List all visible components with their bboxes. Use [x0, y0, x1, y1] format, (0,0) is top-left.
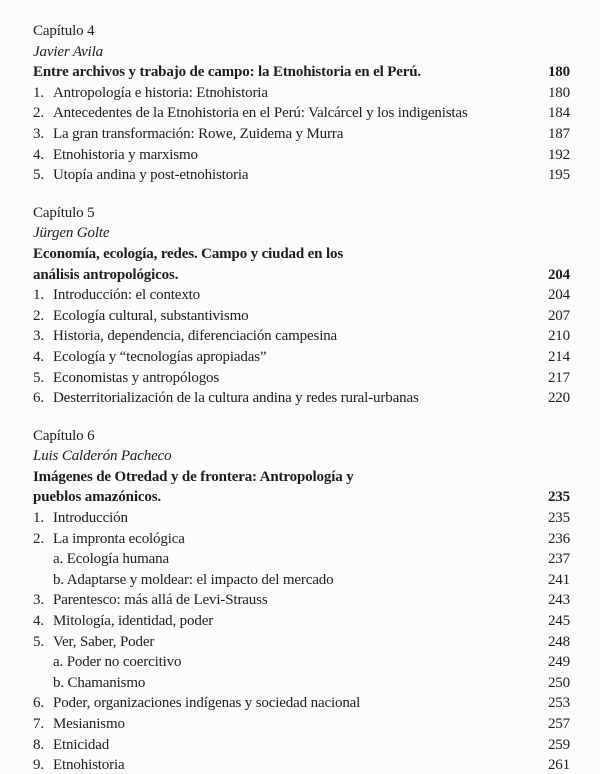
toc-entry-number: 1.	[33, 510, 44, 527]
toc-entry-page-number: 210	[547, 328, 570, 345]
toc-entry-page-number: 180	[547, 84, 570, 101]
toc-entry-page-number: 235	[547, 510, 570, 527]
toc-entry-page-number: 259	[547, 736, 570, 753]
chapter-title-line	[33, 244, 570, 265]
toc-entry-number: 2.	[33, 530, 44, 547]
toc-subentry-page-number: 237	[547, 551, 570, 568]
toc-subentry-page-number: 241	[547, 571, 570, 588]
toc-entry	[33, 714, 570, 735]
toc-entry-page-number: 184	[547, 105, 570, 122]
toc-entry-text: Desterritorialización de la cultura andina y redes rural-urbanas	[53, 390, 419, 407]
chapter-title-line	[33, 487, 570, 508]
toc-entry-page-number: 192	[547, 146, 570, 163]
chapter-title-page-number: 235	[547, 489, 570, 506]
toc-entry-page-number: 195	[547, 167, 570, 184]
toc-entry-number: 3.	[33, 125, 44, 142]
toc-entry-text: Antecedentes de la Etnohistoria en el Perú: Valcárcel y los indigenistas	[53, 105, 468, 122]
toc-entry-number: 8.	[33, 736, 44, 753]
toc-entry-number: 5.	[33, 633, 44, 650]
toc-entry	[33, 508, 570, 529]
chapter-title-text: pueblos amazónicos.	[33, 489, 161, 506]
chapter-title-line	[33, 265, 570, 286]
chapter-heading	[33, 203, 570, 224]
toc-entry	[33, 326, 570, 347]
toc-subentry	[33, 549, 570, 570]
toc-entry-text: Etnohistoria y marxismo	[53, 146, 198, 163]
chapter-title-line	[33, 467, 570, 488]
toc-entry-text: La impronta ecológica	[53, 530, 185, 547]
toc-entry-page-number: 261	[547, 757, 570, 774]
toc-entry	[33, 83, 570, 104]
toc-subentry-page-number: 249	[547, 654, 570, 671]
author-name-text: Jürgen Golte	[33, 225, 110, 242]
toc-entry	[33, 103, 570, 124]
toc-entry-number: 1.	[33, 84, 44, 101]
toc-entry-page-number: 204	[547, 287, 570, 304]
toc-entry-number: 2.	[33, 105, 44, 122]
toc-entry	[33, 347, 570, 368]
toc-entry-text: La gran transformación: Rowe, Zuidema y Murra	[53, 125, 344, 142]
toc-entry	[33, 124, 570, 145]
toc-entry	[33, 529, 570, 550]
chapter-title-text: análisis antropológicos.	[33, 266, 179, 283]
toc-section-capitulo-5	[33, 203, 570, 409]
toc-entry-number: 7.	[33, 716, 44, 732]
toc-entry-text: Ecología y “tecnologías apropiadas”	[53, 348, 267, 365]
chapter-title-line	[33, 62, 570, 83]
author-name	[33, 446, 570, 467]
toc-entry-page-number: 236	[547, 530, 570, 547]
toc-entry-page-number: 245	[547, 613, 570, 630]
toc-entry-text: Ver, Saber, Poder	[53, 633, 155, 650]
toc-entry-text: Parentesco: más allá de Levi-Strauss	[53, 592, 268, 609]
author-name-text: Luis Calderón Pacheco	[33, 448, 172, 465]
toc-subentry-text: b. Adaptarse y moldear: el impacto del mercado	[53, 571, 334, 588]
toc-entry-page-number: 243	[547, 592, 570, 609]
toc-entry-text: Utopía andina y post-etnohistoria	[53, 167, 249, 184]
toc-entry	[33, 306, 570, 327]
toc-entry	[33, 735, 570, 756]
chapter-heading-text: Capítulo 5	[33, 204, 95, 221]
toc-entry-number: 5.	[33, 167, 44, 184]
toc-entry-number: 6.	[33, 695, 44, 712]
toc-entry-text: Introducción	[53, 510, 128, 527]
toc-entry	[33, 388, 570, 409]
toc-section-capitulo-6	[33, 426, 570, 774]
chapter-heading	[33, 21, 570, 42]
toc-entry	[33, 590, 570, 611]
toc-subentry-page-number: 250	[547, 674, 570, 691]
toc-entry-text: Historia, dependencia, diferenciación campesina	[53, 328, 338, 345]
toc-entry-number: 1.	[33, 287, 44, 304]
toc-entry-text: Etnohistoria	[53, 757, 125, 774]
toc-entry	[33, 755, 570, 774]
chapter-heading-text: Capítulo 4	[33, 23, 95, 39]
toc-entry-text: Economistas y antropólogos	[53, 369, 220, 386]
toc-entry	[33, 145, 570, 166]
toc-entry	[33, 632, 570, 653]
toc-entry-page-number: 207	[547, 307, 570, 324]
toc-entry-page-number: 253	[547, 695, 570, 712]
chapter-title-page-number: 180	[547, 64, 570, 81]
toc-entry-text: Poder, organizaciones indígenas y sociedad nacional	[53, 695, 361, 712]
chapter-title-text: Imágenes de Otredad y de frontera: Antropología y	[33, 468, 354, 485]
toc-entry-page-number: 220	[547, 390, 570, 407]
chapter-title-text: Entre archivos y trabajo de campo: la Etnohistoria en el Perú.	[33, 64, 422, 81]
toc-entry-page-number: 187	[547, 125, 570, 142]
author-name-text: Javier Avila	[33, 43, 103, 60]
toc-subentry-text: b. Chamanismo	[53, 674, 146, 691]
toc-entry-number: 4.	[33, 348, 44, 365]
toc-entry-page-number: 257	[547, 716, 570, 732]
toc-entry	[33, 368, 570, 389]
toc-entry	[33, 693, 570, 714]
toc-subentry	[33, 652, 570, 673]
toc-entry-text: Ecología cultural, substantivismo	[53, 307, 249, 324]
toc-subentry-text: a. Ecología humana	[53, 551, 170, 568]
chapter-heading-text: Capítulo 6	[33, 427, 95, 444]
toc-entry-page-number: 214	[547, 348, 570, 365]
toc-entry-number: 5.	[33, 369, 44, 386]
toc-entry-page-number: 217	[547, 369, 570, 386]
toc-entry-number: 4.	[33, 146, 44, 163]
chapter-heading	[33, 426, 570, 447]
toc-subentry	[33, 673, 570, 694]
toc-entry-number: 2.	[33, 307, 44, 324]
author-name	[33, 42, 570, 63]
toc-entry-text: Antropología e historia: Etnohistoria	[53, 84, 268, 101]
toc-entry	[33, 285, 570, 306]
toc-entry	[33, 611, 570, 632]
toc-entry-text: Introducción: el contexto	[53, 287, 201, 304]
toc-subentry	[33, 570, 570, 591]
toc-entry-page-number: 248	[547, 633, 570, 650]
toc-entry-number: 6.	[33, 390, 44, 407]
toc-entry-number: 3.	[33, 592, 44, 609]
toc-subentry-text: a. Poder no coercitivo	[53, 654, 182, 671]
author-name	[33, 223, 570, 244]
chapter-title-page-number: 204	[547, 266, 570, 283]
toc-entry-text: Mesianismo	[53, 716, 125, 732]
toc-entry-text: Etnicidad	[53, 736, 110, 753]
toc-entry-text: Mitología, identidad, poder	[53, 613, 214, 630]
toc-entry-number: 9.	[33, 757, 44, 774]
toc-section-capitulo-4	[33, 21, 570, 186]
toc-entry-number: 4.	[33, 613, 44, 630]
toc-entry-number: 3.	[33, 328, 44, 345]
toc-entry	[33, 165, 570, 186]
chapter-title-text: Economía, ecología, redes. Campo y ciudad en los	[33, 245, 344, 262]
